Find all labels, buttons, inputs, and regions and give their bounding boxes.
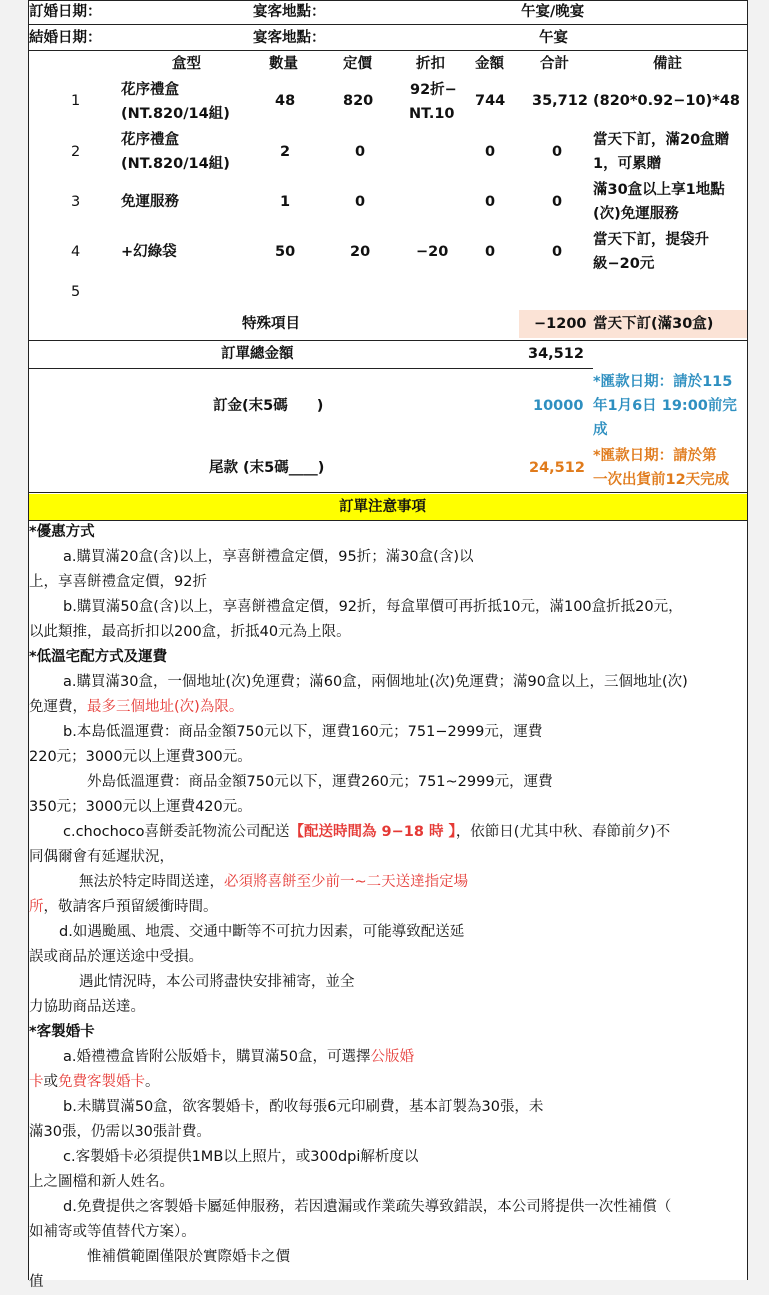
discount-a-line1: a.購買滿20盒(含)以上，享喜餅禮盒定價，95折；滿30盒(含)以 bbox=[63, 549, 474, 565]
table-row bbox=[29, 228, 747, 278]
deposit-note-line2: 年1月6日 19:00前完 bbox=[593, 398, 737, 414]
special-note: 當天下訂(滿30盒) bbox=[593, 316, 714, 332]
item-qty: 1 bbox=[280, 194, 291, 210]
shipping-c-line1: c.chochoco喜餅委託物流公司配送【配送時間為 9−18 時 】，依節日(尤其中秋、春節前夕)不 bbox=[63, 824, 671, 840]
table-row bbox=[29, 178, 747, 228]
wedding-venue-label: 宴客地點： bbox=[253, 30, 326, 46]
grand-total-label: 訂單總金額 bbox=[221, 346, 294, 362]
col-total: 合計 bbox=[540, 56, 569, 72]
card-c-line1: c.客製婚卡必須提供1MB以上照片，或300dpi解析度以 bbox=[63, 1149, 419, 1165]
balance-label: 尾款 (末5碼____) bbox=[209, 460, 325, 476]
item-amount: 0 bbox=[485, 194, 496, 210]
item-note: (820*0.92−10)*48 bbox=[593, 93, 740, 109]
shipping-a-line1: a.購買滿30盒，一個地址(次)免運費；滿60盒，兩個地址(次)免運費；滿90盒以上，三個地址(次) bbox=[63, 674, 688, 690]
item-total: 0 bbox=[552, 194, 563, 210]
item-total: 0 bbox=[552, 144, 563, 160]
card-b-line1: b.未購買滿50盒，欲客製婚卡，酌收每張6元印刷費，基本訂製為30張，未 bbox=[63, 1099, 544, 1115]
shipping-a-line2: 免運費，最多三個地址(次)為限。 bbox=[29, 699, 244, 715]
item-note-line2: 級−20元 bbox=[593, 256, 655, 272]
item-name: +幻綠袋 bbox=[121, 244, 177, 260]
divider bbox=[29, 368, 593, 369]
balance-note-line2: 一次出貨前12天完成 bbox=[593, 472, 730, 488]
item-price: 0 bbox=[355, 194, 366, 210]
col-quantity: 數量 bbox=[269, 56, 298, 72]
card-d-line2: 如補寄或等值替代方案）。 bbox=[29, 1224, 196, 1240]
shipping-c-line3: 無法於特定時間送達，必須將喜餅至少前一~二天送達指定場 bbox=[79, 874, 469, 890]
discount-b-line2: 以此類推，最高折扣以200盒，折抵40元為上限。 bbox=[29, 624, 351, 640]
balance-row bbox=[29, 444, 747, 492]
col-note: 備註 bbox=[653, 56, 682, 72]
item-note: 當天下訂，提袋升 bbox=[593, 232, 709, 248]
grand-total-value: 34,512 bbox=[528, 346, 584, 362]
item-qty: 48 bbox=[275, 93, 296, 109]
row-number: 5 bbox=[71, 284, 81, 300]
item-name: 花序禮盒 bbox=[121, 82, 179, 98]
card-a-line1: a.婚禮禮盒皆附公版婚卡，購買滿50盒，可選擇公版婚 bbox=[63, 1049, 414, 1065]
shipping-d-line2: 誤或商品於運送途中受損。 bbox=[29, 949, 203, 965]
deposit-note: *匯款日期：請於115 bbox=[593, 374, 733, 390]
item-price: 20 bbox=[350, 244, 371, 260]
section-shipping-title: *低溫宅配方式及運費 bbox=[29, 649, 168, 665]
special-items-row bbox=[29, 310, 747, 338]
shipping-b-line2: 220元；3000元以上運費300元。 bbox=[29, 749, 252, 765]
table-header-row bbox=[29, 52, 747, 78]
deposit-label: 訂金(末5碼 ) bbox=[213, 398, 324, 414]
item-amount: 744 bbox=[475, 93, 506, 109]
item-discount: −20 bbox=[416, 244, 449, 260]
item-price: 0 bbox=[355, 144, 366, 160]
item-name: 免運服務 bbox=[121, 194, 179, 210]
item-note-line2: 1，可累贈 bbox=[593, 156, 662, 172]
item-discount: 92折− bbox=[410, 82, 457, 98]
item-qty: 2 bbox=[280, 144, 291, 160]
item-amount: 0 bbox=[485, 144, 496, 160]
row-number: 3 bbox=[71, 194, 81, 210]
item-spec: (NT.820/14組) bbox=[121, 156, 230, 172]
discount-a-line2: 上，享喜餅禮盒定價，92折 bbox=[29, 574, 207, 590]
shipping-d-line1: d.如遇颱風、地震、交通中斷等不可抗力因素，可能導致配送延 bbox=[59, 924, 465, 940]
col-price: 定價 bbox=[343, 56, 372, 72]
table-row bbox=[29, 78, 747, 128]
card-b-line2: 滿30張，仍需以30張計費。 bbox=[29, 1124, 211, 1140]
engagement-date-label: 訂婚日期： bbox=[29, 4, 102, 20]
item-discount-extra: NT.10 bbox=[409, 106, 455, 122]
shipping-b-line1: b.本島低溫運費：商品金額750元以下，運費160元；751−2999元，運費 bbox=[63, 724, 543, 740]
item-total: 0 bbox=[552, 244, 563, 260]
row-number: 2 bbox=[71, 144, 81, 160]
notice-title-bar bbox=[29, 494, 747, 520]
item-name: 花序禮盒 bbox=[121, 132, 179, 148]
shipping-c-line4: 所，敬請客戶預留緩衝時間。 bbox=[29, 899, 218, 915]
discount-b-line1: b.購買滿50盒(含)以上，享喜餅禮盒定價，92折，每盒單價可再折抵10元，滿100盒折抵20元， bbox=[63, 599, 683, 615]
deposit-note-line3: 成 bbox=[593, 422, 608, 438]
table-row bbox=[29, 128, 747, 178]
card-d-line3: 惟補償範圍僅限於實際婚卡之價 bbox=[87, 1249, 290, 1265]
grand-total-row bbox=[29, 342, 747, 368]
notice-title: 訂單注意事項 bbox=[339, 499, 426, 515]
item-amount: 0 bbox=[485, 244, 496, 260]
engagement-meal-label: 午宴/晚宴 bbox=[521, 4, 585, 20]
balance-value: 24,512 bbox=[529, 460, 585, 476]
row-number: 4 bbox=[71, 244, 81, 260]
wedding-date-label: 結婚日期： bbox=[29, 30, 102, 46]
card-d-line1: d.免費提供之客製婚卡屬延伸服務，若因遺漏或作業疏失導致錯誤，本公司將提供一次性補償（ bbox=[63, 1199, 672, 1215]
order-sheet bbox=[28, 0, 748, 1290]
item-note-line2: (次)免運服務 bbox=[593, 206, 679, 222]
item-spec: (NT.820/14組) bbox=[121, 106, 230, 122]
special-value: −1200 bbox=[534, 316, 587, 332]
item-qty: 50 bbox=[275, 244, 296, 260]
section-discount-title: *優惠方式 bbox=[29, 524, 95, 540]
card-c-line2: 上之圖檔和新人姓名。 bbox=[29, 1174, 174, 1190]
card-a-line2: 卡或免費客製婚卡。 bbox=[29, 1074, 160, 1090]
col-box-type: 盒型 bbox=[172, 56, 201, 72]
section-card-title: *客製婚卡 bbox=[29, 1024, 95, 1040]
col-discount: 折扣 bbox=[416, 56, 445, 72]
item-note: 滿30盒以上享1地點 bbox=[593, 182, 725, 198]
card-d-line4: 值 bbox=[29, 1274, 44, 1290]
shipping-b-line4: 350元；3000元以上運費420元。 bbox=[29, 799, 252, 815]
wedding-meal-label: 午宴 bbox=[539, 30, 568, 46]
special-label: 特殊項目 bbox=[242, 316, 300, 332]
row-number: 1 bbox=[71, 93, 81, 109]
col-amount: 金額 bbox=[475, 56, 504, 72]
balance-note: *匯款日期：請於第 bbox=[593, 448, 717, 464]
engagement-venue-label: 宴客地點： bbox=[253, 4, 326, 20]
shipping-d-line3: 遇此情況時，本公司將盡快安排補寄，並全 bbox=[79, 974, 355, 990]
table-row bbox=[29, 280, 747, 306]
deposit-row bbox=[29, 370, 747, 442]
shipping-c-line2: 同偶爾會有延遲狀況， bbox=[29, 849, 174, 865]
item-total: 35,712 bbox=[532, 93, 588, 109]
shipping-d-line4: 力協助商品送達。 bbox=[29, 999, 145, 1015]
deposit-value: 10000 bbox=[533, 398, 584, 414]
item-note: 當天下訂，滿20盒贈 bbox=[593, 132, 730, 148]
item-price: 820 bbox=[343, 93, 374, 109]
shipping-b-line3: 外島低溫運費：商品金額750元以下，運費260元；751~2999元，運費 bbox=[87, 774, 553, 790]
